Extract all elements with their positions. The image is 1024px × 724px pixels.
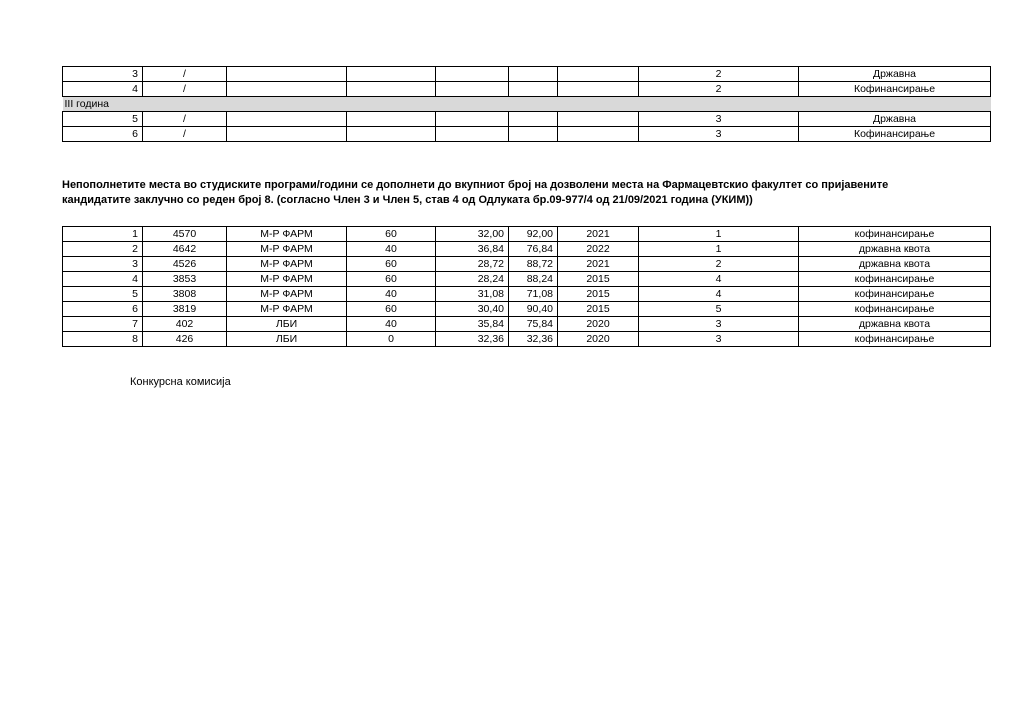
cell-study-year: 3 — [639, 332, 799, 347]
cell-enroll-year: 2015 — [558, 272, 639, 287]
cell-slash: / — [143, 112, 227, 127]
cell-study-year: 4 — [639, 272, 799, 287]
cell-points: 60 — [347, 257, 436, 272]
cell-quota: кофинансирање — [799, 332, 991, 347]
row-number: 4 — [63, 272, 143, 287]
row-number: 7 — [63, 317, 143, 332]
table-row — [63, 257, 991, 272]
cell-type: Државна — [799, 67, 991, 82]
table-row — [63, 127, 991, 142]
row-number: 8 — [63, 332, 143, 347]
cell-total: 88,72 — [509, 257, 558, 272]
cell-points: 60 — [347, 227, 436, 242]
cell-quota: кофинансирање — [799, 287, 991, 302]
cell-type: Државна — [799, 112, 991, 127]
cell-year: 3 — [639, 127, 799, 142]
cell-slash: / — [143, 67, 227, 82]
table-row — [63, 317, 991, 332]
cell-enroll-year: 2020 — [558, 332, 639, 347]
cell-program: М-Р ФАРМ — [227, 257, 347, 272]
cell-points: 60 — [347, 302, 436, 317]
cell-slash: / — [143, 82, 227, 97]
table-row — [63, 67, 991, 82]
cell-points: 40 — [347, 287, 436, 302]
candidates-table — [62, 226, 991, 347]
table-row — [63, 332, 991, 347]
table-row — [63, 227, 991, 242]
cell-study-year: 3 — [639, 317, 799, 332]
cell-points: 40 — [347, 317, 436, 332]
row-number: 2 — [63, 242, 143, 257]
cell-year: 2 — [639, 82, 799, 97]
cell-score: 32,36 — [436, 332, 509, 347]
cell-enroll-year: 2020 — [558, 317, 639, 332]
cell-points: 40 — [347, 242, 436, 257]
cell-program: ЛБИ — [227, 317, 347, 332]
cell-study-year: 1 — [639, 227, 799, 242]
cell-study-year: 1 — [639, 242, 799, 257]
row-number: 5 — [63, 287, 143, 302]
cell-program: М-Р ФАРМ — [227, 227, 347, 242]
cell-enroll-year: 2015 — [558, 287, 639, 302]
table-row — [63, 302, 991, 317]
cell-study-year: 5 — [639, 302, 799, 317]
cell-enroll-year: 2015 — [558, 302, 639, 317]
cell-quota: кофинансирање — [799, 272, 991, 287]
cell-score: 30,40 — [436, 302, 509, 317]
row-number: 6 — [63, 127, 143, 142]
cell-quota: државна квота — [799, 257, 991, 272]
signature-line: Конкурсна комисија — [130, 376, 231, 388]
cell-enroll-year: 2021 — [558, 227, 639, 242]
cell-id: 3853 — [143, 272, 227, 287]
cell-enroll-year: 2022 — [558, 242, 639, 257]
row-number: 6 — [63, 302, 143, 317]
row-number: 3 — [63, 257, 143, 272]
cell-points: 60 — [347, 272, 436, 287]
cell-slash: / — [143, 127, 227, 142]
cell-id: 4642 — [143, 242, 227, 257]
cell-quota: кофинансирање — [799, 302, 991, 317]
cell-id: 3819 — [143, 302, 227, 317]
places-table — [62, 66, 991, 142]
year-section-row — [63, 97, 991, 112]
cell-program: М-Р ФАРМ — [227, 272, 347, 287]
cell-score: 35,84 — [436, 317, 509, 332]
cell-study-year: 4 — [639, 287, 799, 302]
cell-quota: државна квота — [799, 317, 991, 332]
year-section-label: III година — [63, 97, 991, 112]
cell-id: 4570 — [143, 227, 227, 242]
table-row — [63, 112, 991, 127]
cell-total: 90,40 — [509, 302, 558, 317]
cell-total: 88,24 — [509, 272, 558, 287]
cell-total: 92,00 — [509, 227, 558, 242]
table-row — [63, 242, 991, 257]
cell-type: Кофинансирање — [799, 82, 991, 97]
table-row — [63, 287, 991, 302]
cell-year: 3 — [639, 112, 799, 127]
row-number: 4 — [63, 82, 143, 97]
cell-score: 36,84 — [436, 242, 509, 257]
row-number: 3 — [63, 67, 143, 82]
cell-total: 76,84 — [509, 242, 558, 257]
cell-quota: државна квота — [799, 242, 991, 257]
table-row — [63, 82, 991, 97]
row-number: 1 — [63, 227, 143, 242]
cell-points: 0 — [347, 332, 436, 347]
cell-year: 2 — [639, 67, 799, 82]
cell-program: ЛБИ — [227, 332, 347, 347]
cell-program: М-Р ФАРМ — [227, 242, 347, 257]
cell-score: 28,72 — [436, 257, 509, 272]
cell-score: 31,08 — [436, 287, 509, 302]
table-row — [63, 272, 991, 287]
cell-score: 32,00 — [436, 227, 509, 242]
notice-paragraph: Непополнетите места во студиските програми/години се дополнети до вкупниот број на дозволени места на Фармацевтскио факултет со пријавените кандидатите заклучно со реден број 8. (согласно Член 3 и Член 5, став 4 од Одлуката бр.09-977/4 од 21/09/2021 година (УКИМ)) — [62, 179, 889, 206]
cell-total: 75,84 — [509, 317, 558, 332]
cell-study-year: 2 — [639, 257, 799, 272]
cell-id: 3808 — [143, 287, 227, 302]
cell-program: М-Р ФАРМ — [227, 302, 347, 317]
cell-id: 426 — [143, 332, 227, 347]
cell-type: Кофинансирање — [799, 127, 991, 142]
cell-id: 402 — [143, 317, 227, 332]
cell-program: М-Р ФАРМ — [227, 287, 347, 302]
cell-quota: кофинансирање — [799, 227, 991, 242]
cell-total: 32,36 — [509, 332, 558, 347]
cell-id: 4526 — [143, 257, 227, 272]
cell-total: 71,08 — [509, 287, 558, 302]
cell-score: 28,24 — [436, 272, 509, 287]
cell-enroll-year: 2021 — [558, 257, 639, 272]
row-number: 5 — [63, 112, 143, 127]
